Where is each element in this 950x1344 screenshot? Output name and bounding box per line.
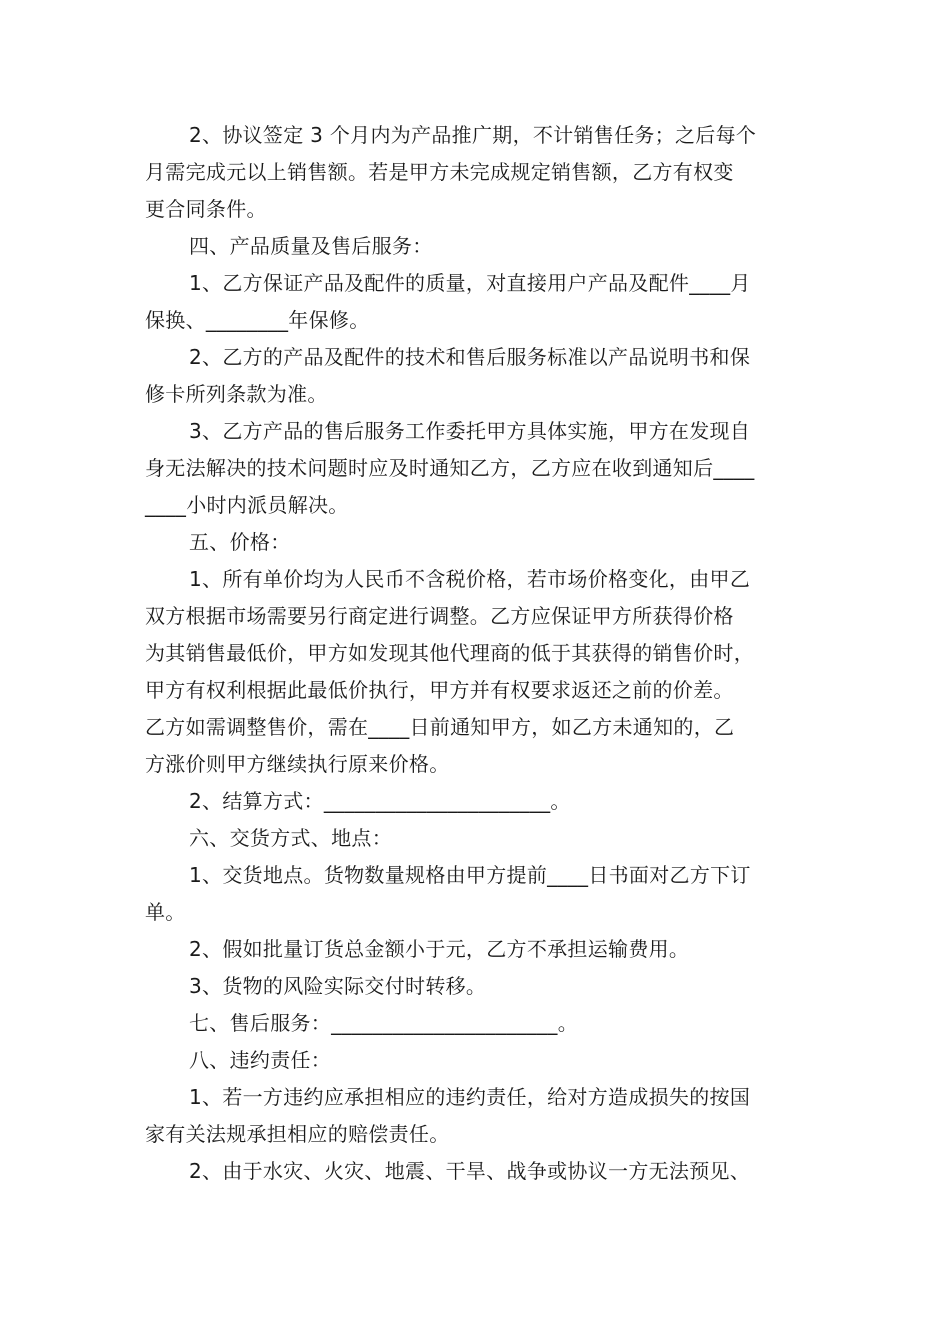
text-line: 2、结算方式：______________________。 (189, 789, 571, 813)
text-line: 1、乙方保证产品及配件的质量，对直接用户产品及配件____月 (189, 271, 751, 295)
section-heading: 八、违约责任： (189, 1048, 332, 1072)
text-line: 2、协议签定 3 个月内为产品推广期，不计销售任务；之后每个 (189, 123, 757, 147)
text-line: 2、由于水灾、火灾、地震、干旱、战争或协议一方无法预见、 (189, 1159, 751, 1183)
text-line: 1、所有单价均为人民币不含税价格，若市场价格变化，由甲乙 (189, 567, 751, 591)
text-line: ____小时内派员解决。 (145, 493, 349, 517)
section-heading: 五、价格： (189, 530, 291, 554)
text-line: 更合同条件。 (145, 197, 267, 221)
text-line: 双方根据市场需要另行商定进行调整。乙方应保证甲方所获得价格 (145, 604, 734, 628)
text-line: 2、乙方的产品及配件的技术和售后服务标准以产品说明书和保 (189, 345, 751, 369)
text-line: 月需完成元以上销售额。若是甲方未完成规定销售额，乙方有权变 (145, 160, 734, 184)
section-heading: 四、产品质量及售后服务： (189, 234, 433, 258)
text-line: 2、假如批量订货总金额小于元，乙方不承担运输费用。 (189, 937, 690, 961)
section-heading: 七、售后服务：______________________。 (189, 1011, 578, 1035)
text-line: 单。 (145, 900, 186, 924)
text-line: 修卡所列条款为准。 (145, 382, 328, 406)
text-line: 3、乙方产品的售后服务工作委托甲方具体实施，甲方在发现自 (189, 419, 751, 443)
text-line: 3、货物的风险实际交付时转移。 (189, 974, 487, 998)
section-heading: 六、交货方式、地点： (189, 826, 392, 850)
text-line: 家有关法规承担相应的赔偿责任。 (145, 1122, 450, 1146)
text-line: 身无法解决的技术问题时应及时通知乙方，乙方应在收到通知后____ (145, 456, 755, 480)
text-line: 1、若一方违约应承担相应的违约责任，给对方造成损失的按国 (189, 1085, 751, 1109)
text-line: 方涨价则甲方继续执行原来价格。 (145, 752, 450, 776)
text-line: 甲方有权利根据此最低价执行，甲方并有权要求返还之前的价差。 (145, 678, 734, 702)
text-line: 为其销售最低价，甲方如发现其他代理商的低于其获得的销售价时， (145, 641, 754, 665)
text-line: 1、交货地点。货物数量规格由甲方提前____日书面对乙方下订 (189, 863, 751, 887)
text-line: 乙方如需调整售价，需在____日前通知甲方，如乙方未通知的，乙 (145, 715, 735, 739)
text-line: 保换、________年保修。 (145, 308, 370, 332)
